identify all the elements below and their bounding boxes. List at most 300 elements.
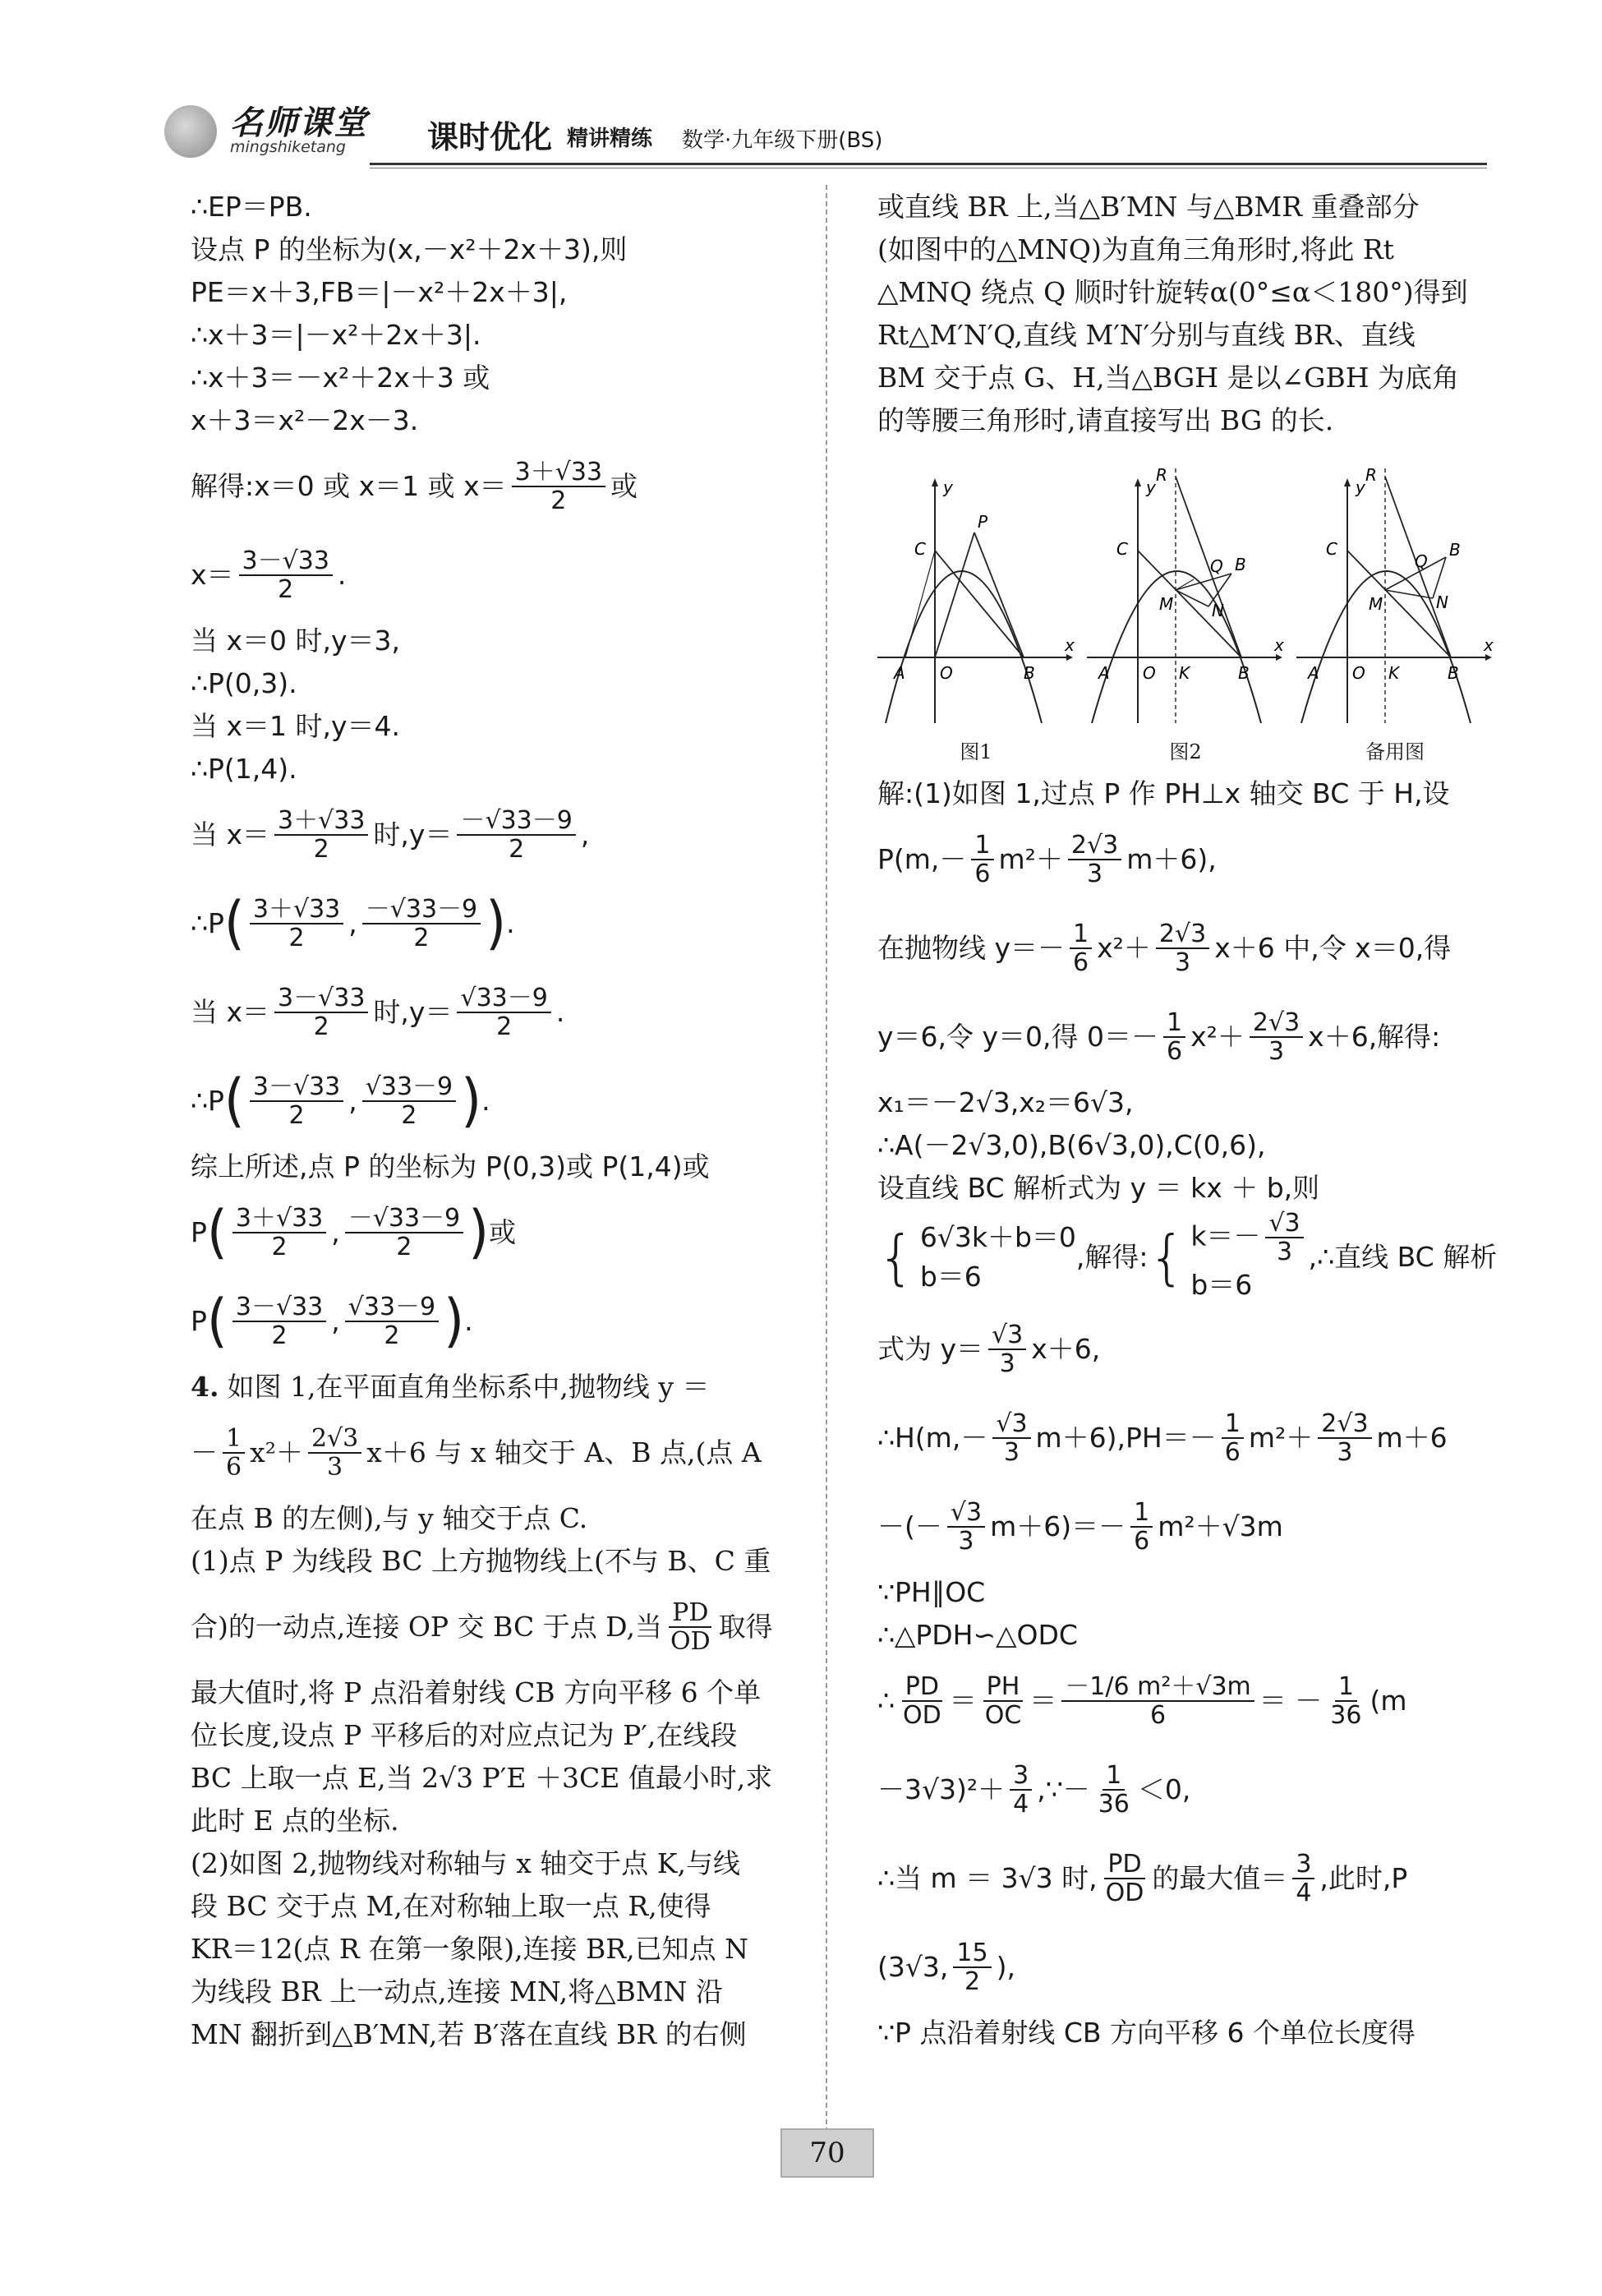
equation-system-line [877, 1209, 1498, 1305]
denominator: 2 [401, 1101, 417, 1130]
point-label: Q [1210, 556, 1223, 576]
text-segment: ), [996, 1951, 1015, 1984]
text-line: ∴x＋3＝|－x²＋2x＋3|. [191, 319, 481, 352]
fraction [1318, 1410, 1371, 1466]
text-segment: 式为 y＝ [877, 1333, 984, 1366]
axis-label: y [1146, 477, 1156, 497]
text-segment: ,∴直线 BC 解析 [1308, 1241, 1498, 1274]
problem-line: 或直线 BR 上,当△B′MN 与△BMR 重叠部分 [877, 191, 1420, 224]
fraction [274, 984, 368, 1040]
point-label: A [1308, 663, 1319, 683]
numerator: 1 [1335, 1673, 1357, 1702]
denominator: 2 [550, 486, 567, 515]
fraction [1095, 1762, 1133, 1818]
numerator: 1 [223, 1425, 245, 1454]
text-segment: m＋6),PH＝－ [1035, 1422, 1217, 1455]
paren-close: ) [444, 1288, 465, 1355]
formula-line [877, 1305, 1494, 1394]
numerator: √3 [992, 1410, 1030, 1439]
logo-badge-icon [164, 105, 217, 158]
equation: b＝6 [919, 1260, 982, 1293]
fraction [1163, 1009, 1185, 1065]
brace: { [1148, 1222, 1186, 1292]
figure-1-graphic [877, 468, 1075, 731]
series-title: 课时优化 [427, 119, 553, 155]
numerator: √3 [947, 1499, 985, 1528]
figure-2 [1087, 468, 1284, 764]
figure-caption: 备用图 [1365, 740, 1425, 763]
text-segment: . [481, 1085, 490, 1118]
denominator: 4 [1296, 1878, 1312, 1907]
denominator: 3 [999, 1349, 1015, 1378]
text-segment: 或 [489, 1216, 517, 1249]
numerator: 15 [953, 1939, 991, 1968]
text-line: ∵PH∥OC [877, 1576, 986, 1609]
right-column [877, 186, 1494, 442]
denominator: 6 [1073, 948, 1089, 977]
denominator: 6 [1167, 1037, 1183, 1066]
text-line: 当 x＝1 时,y＝4. [191, 710, 401, 743]
formula-line [191, 531, 790, 620]
comma: , [348, 1085, 357, 1118]
text-segment: . [506, 907, 515, 940]
text-segment: 合)的一动点,连接 OP 交 BC 于点 D,当 [191, 1611, 662, 1644]
fraction [1061, 1673, 1254, 1729]
fraction [345, 1293, 439, 1349]
text-segment: (3√3, [877, 1951, 949, 1984]
fraction [362, 896, 481, 952]
text-line: 综上所述,点 P 的坐标为 P(0,3)或 P(1,4)或 [191, 1150, 710, 1183]
text-segment: 时,y＝ [373, 996, 453, 1029]
text-segment: ∴P [191, 907, 224, 940]
text-segment: k＝－ [1190, 1219, 1261, 1252]
point-label: B [1024, 663, 1035, 683]
numerator: 2√3 [1068, 832, 1121, 860]
problem-line: △MNQ 绕点 Q 顺时针旋转α(0°≤α＜180°)得到 [877, 276, 1468, 309]
denominator: 2 [288, 924, 305, 952]
problem-line: (如图中的△MNQ)为直角三角形时,将此 Rt [877, 233, 1394, 266]
text-line: x＋3＝x²－2x－3. [191, 404, 419, 437]
axis-label: x [1274, 635, 1284, 655]
text-segment: ＝ [949, 1685, 977, 1717]
logo-main-text: 名师课堂 [230, 104, 368, 142]
figure-caption: 图1 [960, 740, 992, 763]
numerator: 1 [971, 832, 993, 860]
fraction [250, 1073, 343, 1129]
text-segment: ∴H(m,－ [877, 1422, 988, 1455]
text-segment: 当 x＝ [191, 818, 270, 851]
formula-line [877, 1394, 1494, 1482]
fraction [250, 896, 343, 952]
point-label: O [1352, 663, 1365, 683]
text-segment: 在抛物线 y＝－ [877, 932, 1066, 965]
text-segment: P(m,－ [877, 843, 967, 876]
denominator: 36 [1098, 1789, 1130, 1819]
page-header [156, 90, 1487, 164]
fraction [1068, 832, 1121, 888]
point-label: M [1159, 594, 1174, 614]
equation: 6√3k＋b＝0 [919, 1221, 1076, 1254]
text-segment: m²＋√3m [1158, 1510, 1283, 1543]
comma: , [331, 1305, 340, 1338]
text-line: ∴P(1,4). [191, 753, 297, 786]
formula-line [877, 904, 1494, 993]
fraction [947, 1499, 985, 1555]
problem-line: (1)点 P 为线段 BC 上方抛物线上(不与 B、C 重 [191, 1545, 771, 1578]
paren-close: ) [461, 1067, 482, 1135]
denominator: 3 [1268, 1037, 1285, 1066]
fraction [239, 547, 333, 603]
formula-line [191, 968, 790, 1057]
numerator: √3 [988, 1321, 1026, 1350]
point-label: B [1448, 663, 1459, 683]
text-segment: ∴ [877, 1685, 895, 1717]
denominator: 3 [1086, 860, 1103, 888]
fraction [1010, 1762, 1032, 1818]
denominator: OD [670, 1627, 711, 1656]
denominator: 3 [327, 1453, 343, 1482]
subject-label: 数学·九年级下册(BS) [682, 128, 883, 153]
problem-line [191, 1366, 790, 1408]
text-line: 设点 P 的坐标为(x,－x²＋2x＋3),则 [191, 233, 628, 266]
text-segment: . [555, 996, 565, 1029]
denominator: 3 [1174, 948, 1191, 977]
denominator: 3 [1337, 1437, 1353, 1467]
problem-line: BC 上取一点 E,当 2√3 P′E ＋3CE 值最小时,求 [191, 1762, 773, 1795]
problem-line: 位长度,设点 P 平移后的对应点记为 P′,在线段 [191, 1719, 738, 1752]
text-segment: 或 [610, 470, 638, 503]
equation [1190, 1210, 1308, 1266]
numerator: √3 [1265, 1210, 1303, 1238]
problem-line: BM 交于点 G、H,当△BGH 是以∠GBH 为底角 [877, 362, 1460, 394]
denominator: 6 [1134, 1526, 1150, 1556]
text-segment: 当 x＝ [191, 996, 270, 1029]
point-label: K [1388, 663, 1400, 683]
point-label: K [1179, 663, 1190, 683]
problem-line: 段 BC 交于点 M,在对称轴上取一点 R,使得 [191, 1890, 711, 1923]
formula-line [877, 1923, 1494, 2012]
problem-line: 为线段 BR 上一动点,连接 MN,将△BMN 沿 [191, 1976, 723, 2008]
text-segment: ＜0, [1137, 1773, 1191, 1806]
text-segment: x²＋ [1097, 932, 1151, 965]
denominator: 3 [958, 1526, 974, 1556]
paren-open: ( [223, 1067, 245, 1135]
fraction [1156, 920, 1209, 976]
text-segment: m²＋ [998, 843, 1063, 876]
fraction [992, 1410, 1030, 1466]
formula-line [877, 993, 1494, 1081]
denominator: 2 [509, 835, 525, 864]
point-label: R [1156, 468, 1167, 485]
text-line: 解:(1)如图 1,过点 P 作 PH⊥x 轴交 BC 于 H,设 [877, 777, 1450, 810]
denominator: 6 [1224, 1437, 1241, 1467]
text-line: x₁＝－2√3,x₂＝6√3, [877, 1086, 1134, 1119]
numerator: －√33－9 [362, 896, 481, 924]
denominator: 2 [384, 1321, 400, 1350]
fraction [223, 1425, 245, 1481]
text-segment: (m [1370, 1685, 1407, 1717]
text-segment: P [191, 1305, 207, 1338]
equation-system [920, 1218, 1076, 1297]
denominator: 2 [413, 924, 430, 952]
denominator: 6 [226, 1453, 242, 1482]
numerator: 3 [1010, 1762, 1032, 1791]
text-segment: x²＋ [250, 1436, 303, 1469]
paren-open: ( [206, 1288, 228, 1355]
formula-line [877, 1745, 1494, 1834]
figure-3 [1296, 468, 1494, 764]
denominator: OD [903, 1700, 941, 1730]
formula-line [191, 1188, 790, 1277]
text-segment: ∴当 m ＝ 3√3 时, [877, 1862, 1098, 1895]
figure-2-graphic [1087, 468, 1284, 731]
denominator: 2 [313, 1012, 329, 1041]
problem-line [191, 1408, 790, 1497]
formula-line [191, 879, 790, 968]
numerator: －1/6 m²＋√3m [1061, 1673, 1254, 1702]
text-segment: 时,y＝ [373, 818, 453, 851]
text-line: ∴P(0,3). [191, 667, 297, 700]
text-line: ∴x＋3＝－x²＋2x＋3 或 [191, 362, 490, 394]
fraction [457, 984, 550, 1040]
header-rule [370, 163, 1487, 165]
problem-line: 的等腰三角形时,请直接写出 BG 的长. [877, 404, 1334, 437]
text-segment: , [580, 818, 590, 851]
numerator: 3＋√33 [512, 459, 605, 487]
numerator: PD [1104, 1851, 1144, 1879]
point-label: B [1449, 540, 1461, 560]
point-label: A [1098, 663, 1110, 683]
numerator: 1 [1103, 1762, 1125, 1791]
text-segment: ＝ － [1259, 1685, 1323, 1717]
denominator: OC [984, 1700, 1022, 1730]
denominator: 6 [1149, 1700, 1167, 1730]
point-label: O [940, 663, 953, 683]
numerator: √33－9 [345, 1293, 439, 1322]
text-segment: y＝6,令 y＝0,得 0＝－ [877, 1021, 1159, 1053]
point-label: N [1436, 592, 1448, 612]
text-segment: 取得 [718, 1611, 773, 1644]
fraction [1292, 1851, 1314, 1906]
fraction [1222, 1410, 1244, 1466]
point-label: B [1238, 663, 1250, 683]
text-segment: ,解得: [1075, 1241, 1149, 1274]
denominator: 2 [288, 1101, 305, 1130]
formula-line [191, 1277, 790, 1366]
numerator: 1 [1222, 1410, 1244, 1439]
figure-1 [877, 468, 1075, 764]
figure-3-graphic [1296, 468, 1494, 731]
series-tagline: 精讲精练 [567, 127, 653, 151]
comma: , [331, 1216, 340, 1249]
denominator: 6 [974, 860, 991, 888]
numerator: 1 [1130, 1499, 1153, 1528]
problem-line [191, 1583, 790, 1671]
denominator: 2 [496, 1012, 513, 1041]
column-divider [826, 185, 827, 2132]
numerator: 3－√33 [274, 984, 368, 1013]
point-label: O [1143, 663, 1156, 683]
numerator: 2√3 [1318, 1410, 1371, 1439]
text-line: 当 x＝0 时,y＝3, [191, 625, 401, 657]
text-segment: －3√3)²＋ [877, 1773, 1006, 1806]
numerator: PD [669, 1599, 711, 1628]
denominator: 2 [396, 1233, 412, 1261]
fraction [274, 807, 368, 863]
fraction [457, 807, 575, 863]
numerator: PH [983, 1673, 1024, 1702]
numerator: 3＋√33 [250, 896, 343, 924]
point-label: C [1326, 539, 1337, 559]
text-segment: . [464, 1305, 473, 1338]
figure-row [877, 468, 1502, 764]
numerator: PD [902, 1673, 942, 1702]
fraction [232, 1293, 326, 1349]
numerator: √33－9 [457, 984, 550, 1013]
fraction [988, 1321, 1026, 1377]
text-segment: ,∵－ [1037, 1773, 1090, 1806]
fraction [345, 1205, 463, 1261]
text-line: PE＝x＋3,FB＝|－x²＋2x＋3|, [191, 276, 568, 309]
numerator: 2√3 [1250, 1009, 1303, 1038]
numerator: 3 [1292, 1851, 1314, 1879]
comma: , [348, 907, 357, 940]
text-line: ∴EP＝PB. [191, 191, 312, 224]
paren-open: ( [223, 890, 245, 957]
denominator: OD [1105, 1878, 1144, 1907]
fraction [1265, 1210, 1303, 1266]
point-label: C [1116, 539, 1128, 559]
text-segment: x²＋ [1190, 1021, 1245, 1053]
problem-number: 4. [191, 1371, 219, 1404]
formula-line [191, 1057, 790, 1146]
fraction [1070, 920, 1092, 976]
denominator: 2 [271, 1233, 288, 1261]
text-segment: x＋6,解得: [1308, 1021, 1441, 1053]
fraction [308, 1425, 361, 1481]
problem-line: KR＝12(点 R 在第一象限),连接 BR,已知点 N [191, 1933, 748, 1966]
numerator: 2√3 [1156, 920, 1209, 949]
text-segment: x＋6 与 x 轴交于 A、B 点,(点 A [366, 1436, 762, 1469]
text-segment: x＝ [191, 559, 234, 592]
problem-line: (2)如图 2,抛物线对称轴与 x 轴交于点 K,与线 [191, 1847, 740, 1880]
fraction [232, 1205, 326, 1261]
fraction [667, 1599, 714, 1655]
text-line: 设直线 BC 解析式为 y ＝ kx ＋ b,则 [877, 1172, 1320, 1205]
text-line: ∵P 点沿着射线 CB 方向平移 6 个单位长度得 [877, 2017, 1416, 2049]
text-segment: x＋6, [1031, 1333, 1101, 1366]
solution-column [877, 772, 1498, 2054]
fraction [953, 1939, 991, 1995]
paren-close: ) [468, 1199, 490, 1266]
formula-line [191, 791, 790, 879]
denominator: 36 [1330, 1700, 1362, 1730]
point-label: R [1365, 468, 1377, 485]
page-number: 70 [780, 2128, 874, 2178]
denominator: 3 [1003, 1437, 1020, 1467]
text-segment: － [191, 1436, 218, 1469]
denominator: 2 [278, 575, 294, 604]
fraction [512, 459, 605, 514]
formula-line [877, 1657, 1494, 1745]
point-label: P [978, 512, 988, 532]
brace: { [877, 1222, 915, 1292]
equation: b＝6 [1190, 1269, 1253, 1301]
numerator: 3－√33 [232, 1293, 326, 1322]
text-segment: m＋6), [1126, 843, 1217, 876]
logo-sub-text: mingshiketang [230, 138, 346, 156]
text-segment: ∴P [191, 1085, 224, 1118]
numerator: 2√3 [308, 1425, 361, 1454]
numerator: －√33－9 [345, 1205, 463, 1233]
problem-line: 在点 B 的左侧),与 y 轴交于点 C. [191, 1502, 588, 1535]
denominator: 2 [964, 1966, 981, 1996]
point-label: N [1212, 601, 1224, 620]
left-column [191, 186, 790, 2056]
numerator: 1 [1163, 1009, 1185, 1038]
problem-line: Rt△M′N′Q,直线 M′N′分别与直线 BR、直线 [877, 319, 1416, 352]
text-segment: m＋6 [1376, 1422, 1448, 1455]
text-segment: . [337, 559, 347, 592]
point-label: M [1369, 594, 1383, 614]
point-label: B [1235, 555, 1246, 574]
fraction [362, 1073, 456, 1129]
denominator: 2 [271, 1321, 288, 1350]
formula-line [877, 1834, 1494, 1923]
denominator: 4 [1013, 1789, 1029, 1819]
point-label: A [894, 663, 905, 683]
numerator: 3－√33 [250, 1073, 343, 1102]
paren-open: ( [206, 1199, 228, 1266]
point-label: Q [1415, 551, 1428, 571]
denominator: 3 [1276, 1238, 1293, 1266]
point-label: C [914, 539, 926, 559]
numerator: 3＋√33 [274, 807, 368, 836]
fraction [1103, 1851, 1148, 1906]
text-segment: P [191, 1216, 207, 1249]
fraction [982, 1673, 1025, 1729]
denominator: 2 [313, 835, 329, 864]
text-segment: 解得:x＝0 或 x＝1 或 x＝ [191, 470, 507, 503]
formula-line [191, 442, 790, 531]
axis-label: y [943, 477, 953, 497]
axis-label: x [1484, 635, 1494, 655]
text-segment: m²＋ [1248, 1422, 1314, 1455]
fraction [971, 832, 993, 888]
text-segment: 如图 1,在平面直角坐标系中,抛物线 y ＝ [227, 1371, 710, 1404]
problem-line: MN 翻折到△B′MN,若 B′落在直线 BR 的右侧 [191, 2018, 747, 2051]
equation-system [1190, 1210, 1308, 1305]
fraction [1130, 1499, 1153, 1555]
text-segment: ＝ [1029, 1685, 1057, 1717]
brand-logo [156, 90, 411, 164]
text-segment: x＋6 中,令 x＝0,得 [1214, 932, 1452, 965]
axis-label: y [1356, 477, 1365, 497]
fraction [900, 1673, 945, 1729]
numerator: －√33－9 [457, 807, 575, 836]
numerator: 1 [1070, 920, 1092, 949]
figure-caption: 图2 [1169, 740, 1202, 763]
text-segment: m＋6)＝－ [990, 1510, 1126, 1543]
text-line: ∴△PDH∽△ODC [877, 1619, 1078, 1652]
text-line: ∴A(－2√3,0),B(6√3,0),C(0,6), [877, 1129, 1266, 1162]
text-segment: ,此时,P [1319, 1862, 1408, 1895]
formula-line [877, 815, 1494, 904]
fraction [1250, 1009, 1303, 1065]
paren-close: ) [486, 890, 507, 957]
axis-label: x [1065, 635, 1075, 655]
numerator: 3－√33 [239, 547, 333, 576]
